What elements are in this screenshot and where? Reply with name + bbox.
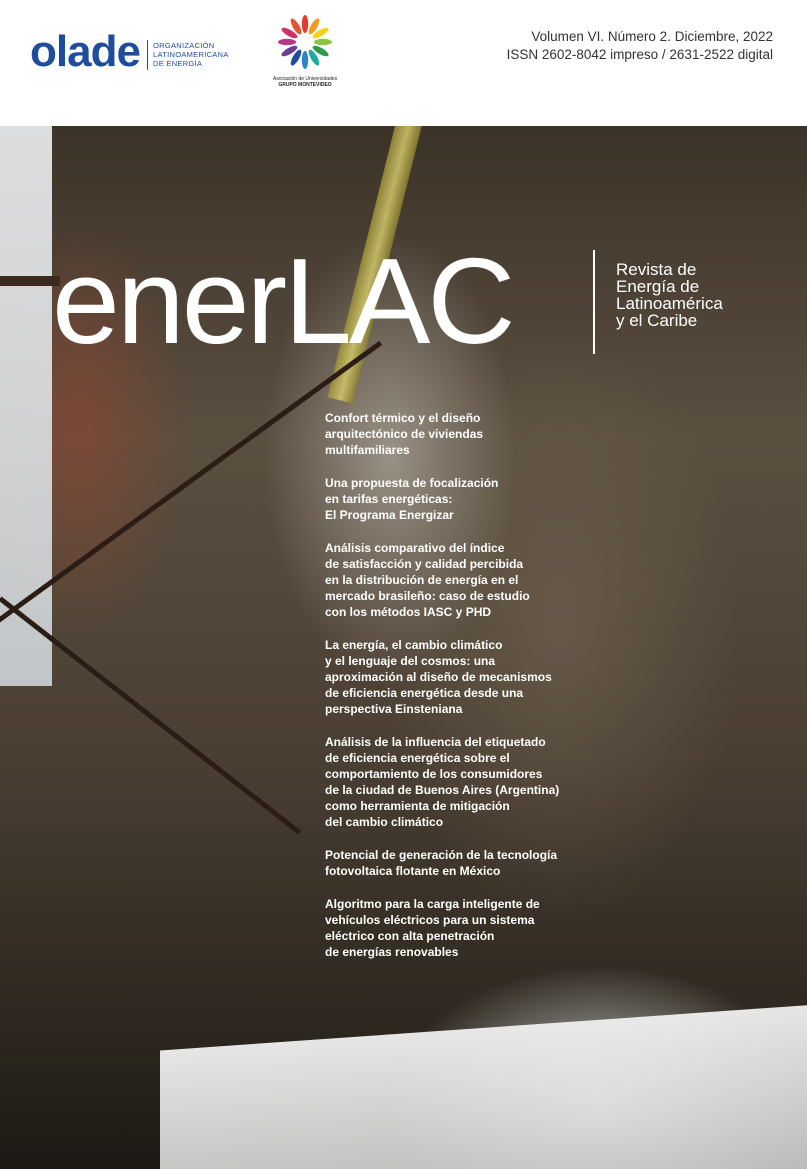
article-title: Una propuesta de focalización en tarifas energéticas: El Programa Energizar (325, 476, 499, 522)
issue-info (507, 28, 773, 64)
issn-line: ISSN 2602-8042 impreso / 2631-2522 digital (506, 47, 773, 62)
olade-divider (147, 40, 148, 70)
article-title: Análisis de la influencia del etiquetado de eficiencia energética sobre el comportamiento de los consumidores de la ciudad de Buenos Aires (Argentina) como herramienta de mitigación del cambio climático (325, 735, 560, 829)
cover-header (0, 0, 807, 126)
cover-photo (0, 126, 807, 1169)
metal-rod (0, 597, 301, 835)
article-title: Algoritmo para la carga inteligente de vehículos eléctricos para un sistema eléctrico con alta penetración de energías renovables (325, 897, 540, 959)
article-title: Confort térmico y el diseño arquitectónico de viviendas multifamiliares (325, 411, 484, 457)
article-title: Análisis comparativo del índice de satisfacción y calidad percibida en la distribución de energía en el mercado brasileño: caso de estudio con los métodos IASC y PHD (325, 541, 530, 619)
olade-wordmark: olade (30, 27, 140, 76)
journal-subtitle: Revista de Energía de Latinoamérica y el Caribe (616, 260, 723, 330)
article-title: La energía, el cambio climático y el lenguaje del cosmos: una aproximación al diseño de mecanismos de eficiencia energética desde una perspectiva Einsteniana (325, 638, 552, 716)
olade-tagline: ORGANIZACIÓN LATINOAMERICANA DE ENERGÍA (153, 41, 229, 68)
volume-line: Volumen VI. Número 2. Diciembre, 2022 (531, 29, 773, 44)
article-list (325, 410, 585, 977)
article-title: Potencial de generación de la tecnología fotovoltaica flotante en México (325, 848, 558, 878)
foreground-wall (160, 1002, 807, 1169)
journal-title: enerLAC (52, 233, 513, 369)
title-divider (593, 250, 595, 354)
window-frame (0, 276, 60, 286)
augm-caption: Asociación de Universidades GRUPO MONTEVIDEO (272, 76, 338, 88)
